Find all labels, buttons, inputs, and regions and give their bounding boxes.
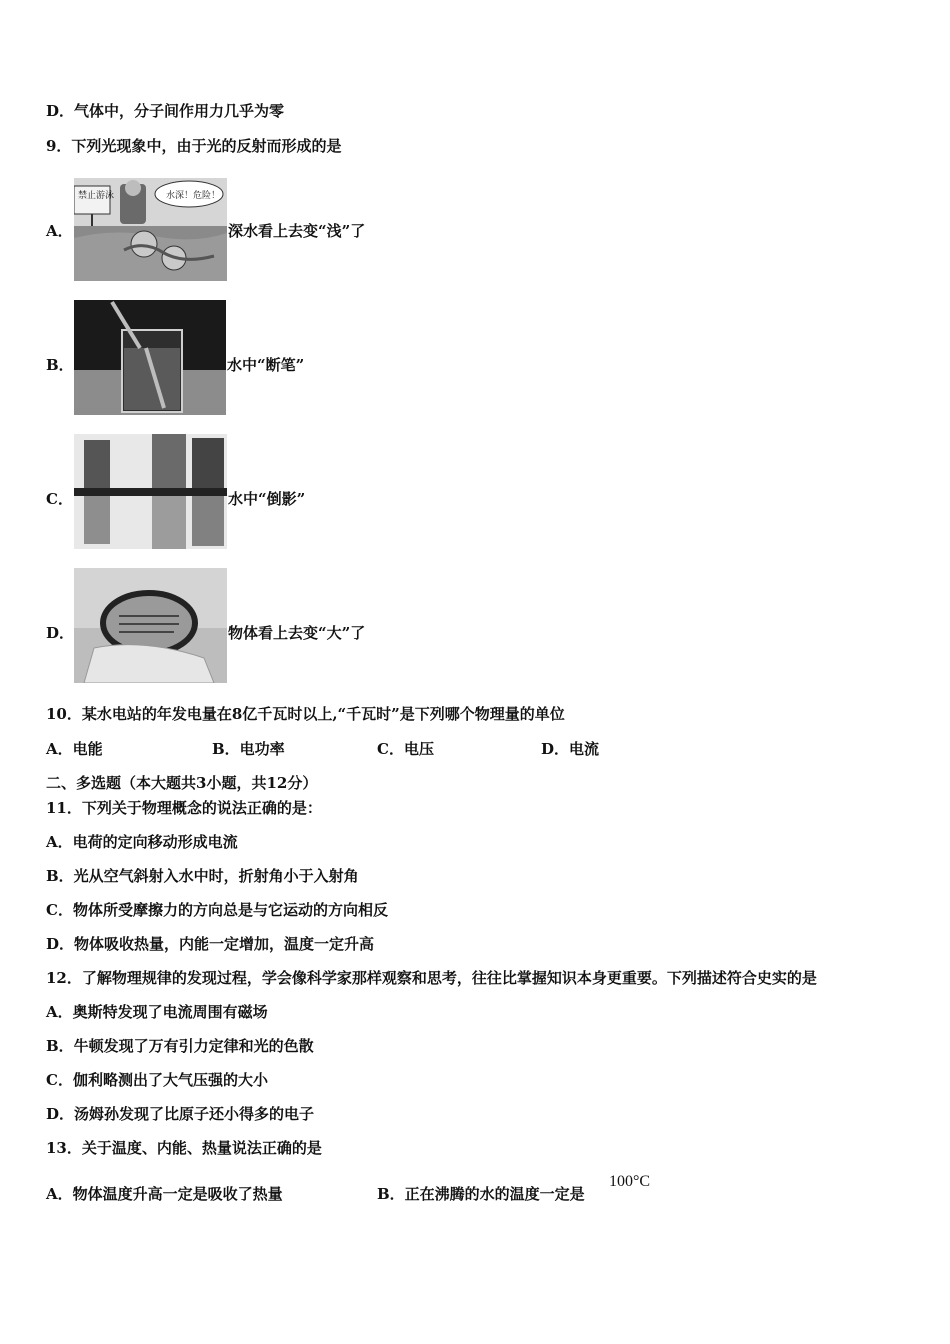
q11-option-a: A．电荷的定向移动形成电流 <box>46 833 238 851</box>
sign-text: 禁止游泳 <box>78 191 115 201</box>
q11-option-b: B．光从空气斜射入水中时，折射角小于入射角 <box>46 867 359 885</box>
q10-stem: 10．某水电站的年发电量在8亿千瓦时以上,“千瓦时”是下列哪个物理量的单位 <box>46 705 565 723</box>
q13-stem: 13．关于温度、内能、热量说法正确的是 <box>46 1139 322 1157</box>
q11-stem: 11．下列关于物理概念的说法正确的是： <box>46 799 322 817</box>
q9-option-a-image <box>74 178 227 281</box>
q9-option-c-image <box>74 434 227 549</box>
q9-option-a-label: A． <box>46 222 73 240</box>
q12-option-c: C．伽利略测出了大气压强的大小 <box>46 1071 268 1089</box>
temp-number: 100 <box>609 1173 633 1190</box>
q13-option-a: A．物体温度升高一定是吸收了热量 <box>46 1185 283 1203</box>
q9-option-d-image <box>74 568 227 683</box>
q8-option-d: D．气体中，分子间作用力几乎为零 <box>46 102 285 120</box>
q9-option-a-caption: 深水看上去变“浅”了 <box>228 222 366 240</box>
q11-option-d: D．物体吸收热量，内能一定增加，温度一定升高 <box>46 935 375 953</box>
q10-option-d: D．电流 <box>541 740 600 758</box>
q13-option-b: B．正在沸腾的水的温度一定是 <box>377 1185 585 1203</box>
q9-option-b-label: B． <box>46 356 74 374</box>
q10-option-b: B．电功率 <box>212 740 285 758</box>
q9-option-c-label: C． <box>46 490 73 508</box>
q9-stem: 9．下列光现象中，由于光的反射而形成的是 <box>46 137 342 155</box>
q10-option-a: A．电能 <box>46 740 103 758</box>
q9-option-b-image <box>74 300 226 415</box>
q12-option-b: B．牛顿发现了万有引力定律和光的色散 <box>46 1037 314 1055</box>
q9-option-b-caption: 水中“断笔” <box>227 356 305 374</box>
q9-option-d-label: D． <box>46 624 75 642</box>
section-title: 二、多选题（本大题共3小题，共12分） <box>46 774 318 792</box>
q9-option-d-caption: 物体看上去变“大”了 <box>228 624 366 642</box>
q11-option-c: C．物体所受摩擦力的方向总是与它运动的方向相反 <box>46 901 388 919</box>
q12-stem: 12．了解物理规律的发现过程，学会像科学家那样观察和思考，往往比掌握知识本身更重要。下列描述符合史实的是 <box>46 969 817 987</box>
q9-option-c-caption: 水中“倒影” <box>228 490 306 508</box>
q12-option-d: D．汤姆孙发现了比原子还小得多的电子 <box>46 1105 315 1123</box>
bubble-text: 水深！危险！ <box>166 191 221 201</box>
q10-option-c: C．电压 <box>377 740 434 758</box>
q12-option-a: A．奥斯特发现了电流周围有磁场 <box>46 1003 268 1021</box>
temp-unit: °C <box>633 1173 651 1190</box>
temperature-value <box>609 1173 650 1191</box>
